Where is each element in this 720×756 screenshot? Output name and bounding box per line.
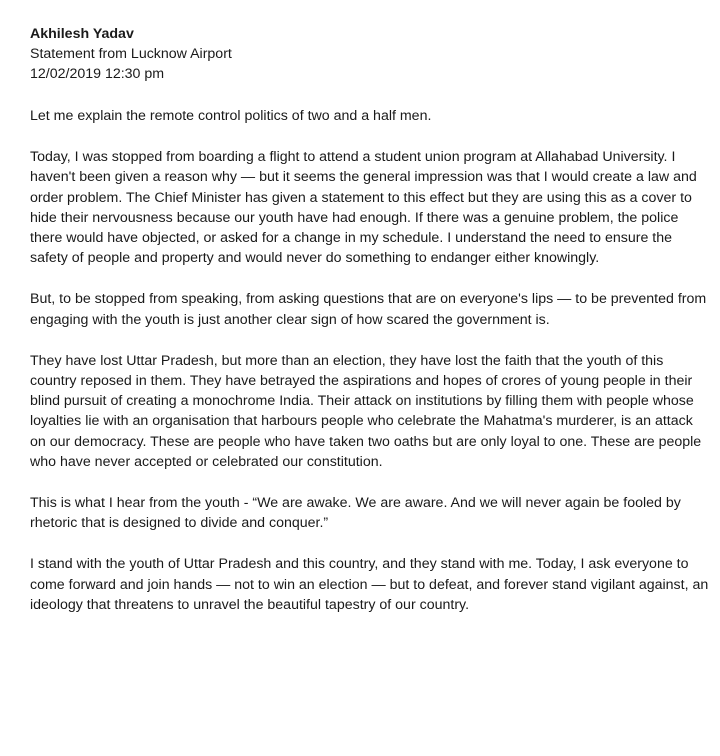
statement-body <box>30 106 710 615</box>
paragraph-opening: Let me explain the remote control politics of two and a half men. <box>30 108 432 124</box>
statement-subtitle: Statement from Lucknow Airport <box>30 46 232 62</box>
paragraph-youth-quote: This is what I hear from the youth - “We are awake. We are aware. And we will never again be fooled by rhetoric that is designed to divide and conquer.” <box>30 495 681 532</box>
paragraph-flight-stopped: Today, I was stopped from boarding a flight to attend a student union program at Allahabad University. I haven't been given a reason why — but it seems the general impression was that I would create a law and order problem. The Chief Minister has given a statement to this effect but they are using this as a cover to hide their nervousness because our youth have had enough. If there was a genuine problem, the police there would have objected, or asked for a change in my schedule. I understand the need to ensure the safety of people and property and would never do something to endanger either knowingly. <box>30 149 697 267</box>
paragraph-stopped-speaking: But, to be stopped from speaking, from asking questions that are on everyone's lips — to be prevented from engaging with the youth is just another clear sign of how scared the government is. <box>30 291 707 328</box>
author-name: Akhilesh Yadav <box>30 26 134 42</box>
paragraph-lost-faith: They have lost Uttar Pradesh, but more than an election, they have lost the faith that the youth of this country reposed in them. They have betrayed the aspirations and hopes of crores of young people in their blind pursuit of creating a monochrome India. Their attack on institutions by filling them with people whose loyalties lie with an organisation that harbours people who celebrate the Mahatma's murderer, is an attack on our democracy. These are people who have taken two oaths but are only loyal to one. These are people who have never accepted or celebrated our constitution. <box>30 352 702 470</box>
statement-datetime: 12/02/2019 12:30 pm <box>30 66 165 82</box>
paragraph-closing: I stand with the youth of Uttar Pradesh and this country, and they stand with me. Today, I ask everyone to come forward and join hands — not to win an election — but to defeat, and forever stand vigilant against, an ideology that threatens to unravel the beautiful tapestry of our country. <box>30 556 709 613</box>
statement-header <box>30 24 710 84</box>
